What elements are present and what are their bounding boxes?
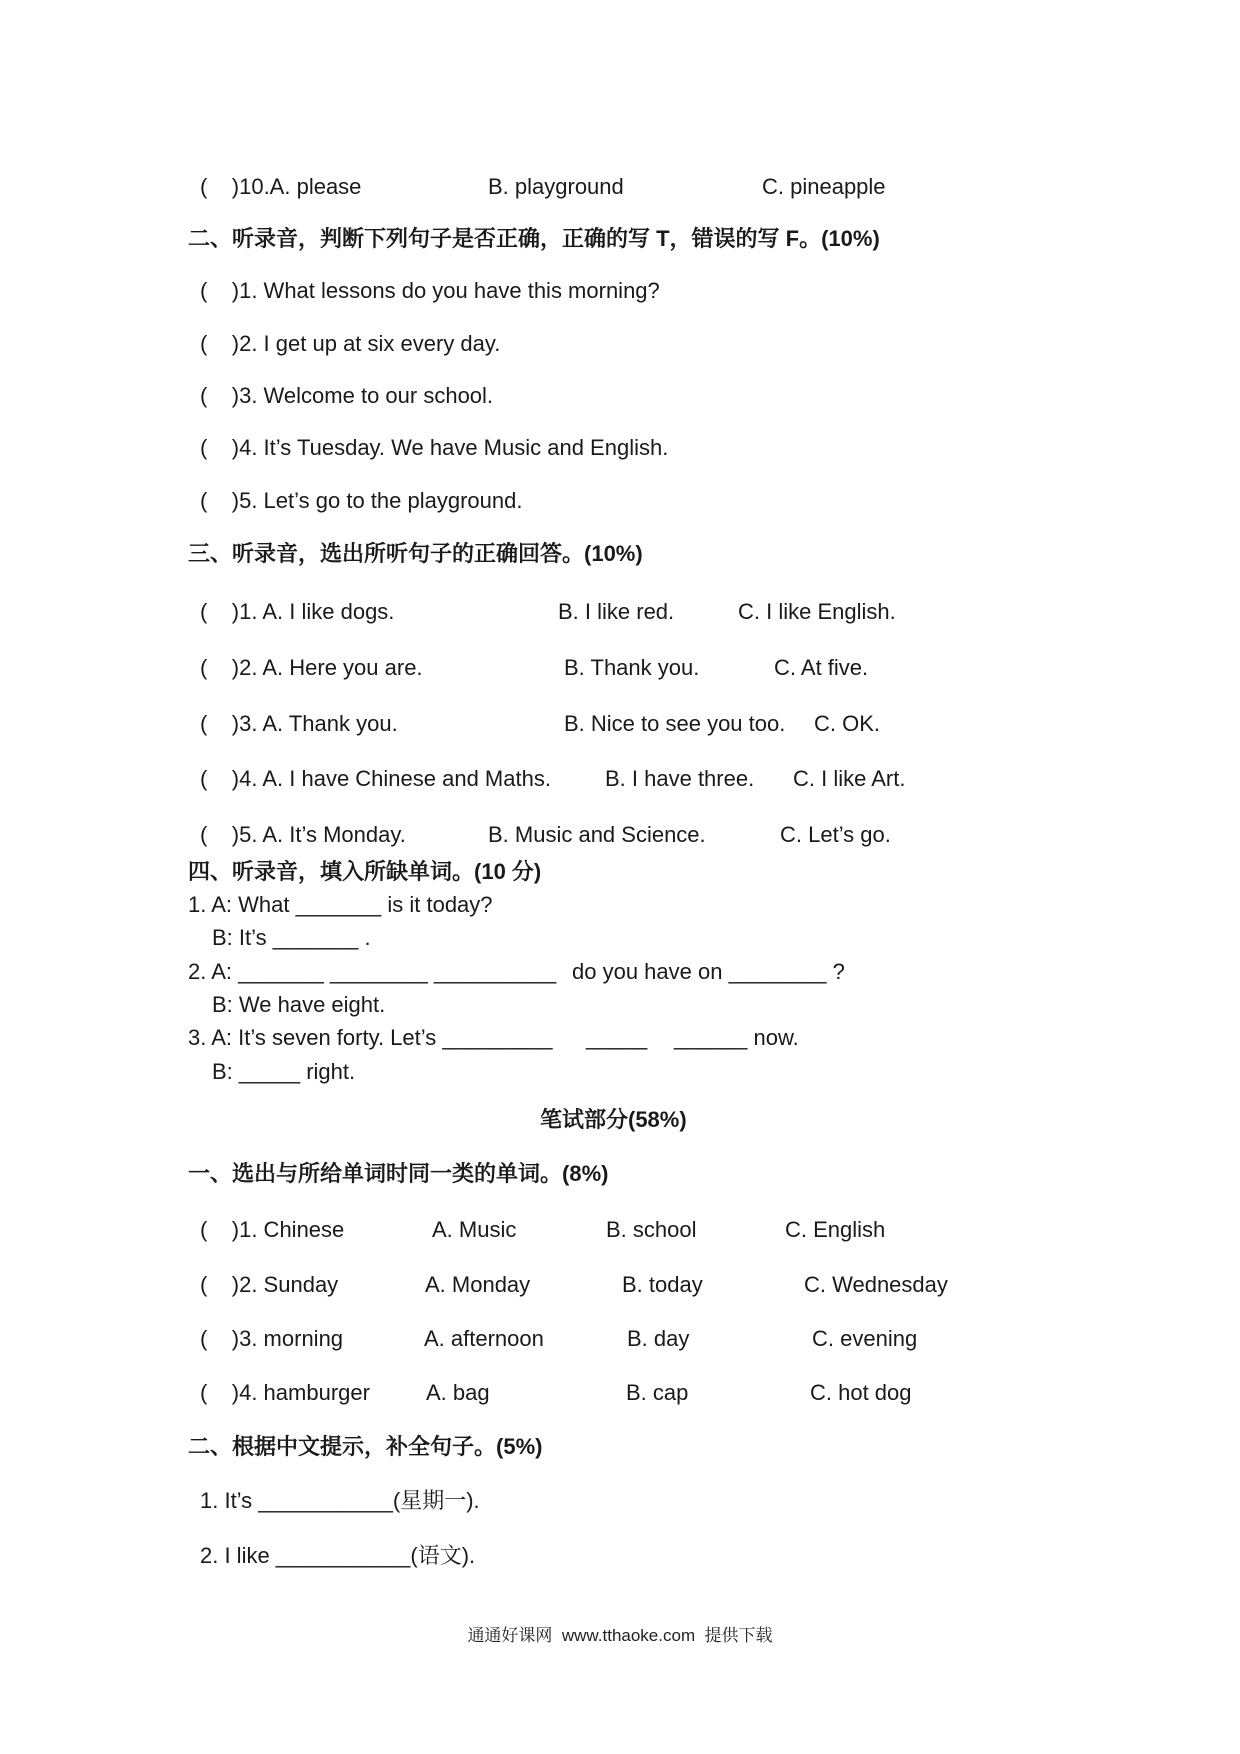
option-c: C. hot dog (810, 1380, 912, 1405)
option-c: C. Wednesday (804, 1272, 948, 1297)
question-stem: ( )4. A. I have Chinese and Maths. (200, 766, 551, 791)
fill-line-6: B: _____ right. (212, 1059, 356, 1084)
fill-line-5c: ______ now. (674, 1025, 799, 1050)
option-b: B. day (627, 1326, 690, 1351)
question-10-option-b: B. playground (488, 174, 624, 199)
fill-line-5b: _____ (586, 1025, 648, 1050)
fill-line-3b: do you have on ________ ? (572, 959, 845, 984)
option-a: A. bag (426, 1380, 490, 1405)
question-stem: ( )5. A. It’s Monday. (200, 822, 406, 847)
option-a: A. Music (432, 1217, 517, 1242)
option-a: A. Monday (425, 1272, 531, 1297)
written-section-1-heading: 一、选出与所给单词时同一类的单词。(8%) (188, 1161, 609, 1186)
option-c: C. I like English. (738, 599, 896, 624)
question-stem: ( )2. A. Here you are. (200, 655, 423, 680)
section-2-heading: 二、听录音，判断下列句子是否正确，正确的写 T，错误的写 F。(10%) (188, 226, 880, 251)
option-b: B. school (606, 1217, 697, 1242)
option-b: B. Thank you. (564, 655, 700, 680)
option-b: B. Nice to see you too. (564, 711, 786, 736)
list-item: ( )5. Let’s go to the playground. (200, 488, 523, 513)
fill-line-5a: 3. A: It’s seven forty. Let’s _________ (188, 1025, 553, 1050)
option-c: C. Let’s go. (780, 822, 891, 847)
fill-line-1: 1. A: What _______ is it today? (188, 892, 493, 917)
question-stem: ( )2. Sunday (200, 1272, 339, 1297)
list-item: ( )1. What lessons do you have this morning? (200, 278, 660, 303)
list-item: 1. It’s ___________(星期一). (200, 1488, 480, 1513)
fill-line-3a: 2. A: _______ ________ __________ (188, 959, 557, 984)
list-item: 2. I like ___________(语文). (200, 1543, 476, 1568)
option-b: B. Music and Science. (488, 822, 706, 847)
section-3-heading: 三、听录音，选出所听句子的正确回答。(10%) (188, 541, 643, 566)
question-10-stem: ( )10.A. please (200, 174, 362, 199)
option-c: C. OK. (814, 711, 881, 736)
option-b: B. I have three. (605, 766, 755, 791)
fill-line-4: B: We have eight. (212, 992, 386, 1017)
option-c: C. At five. (774, 655, 869, 680)
option-c: C. I like Art. (793, 766, 906, 791)
question-stem: ( )3. A. Thank you. (200, 711, 398, 736)
question-stem: ( )4. hamburger (200, 1380, 370, 1405)
option-a: A. afternoon (424, 1326, 544, 1351)
question-stem: ( )1. A. I like dogs. (200, 599, 395, 624)
page-footer: 通通好课网 www.tthaoke.com 提供下载 (467, 1626, 773, 1645)
list-item: ( )3. Welcome to our school. (200, 383, 494, 408)
section-4-heading: 四、听录音，填入所缺单词。(10 分) (188, 859, 542, 884)
written-section-2-heading: 二、根据中文提示，补全句子。(5%) (188, 1434, 543, 1459)
option-b: B. I like red. (558, 599, 675, 624)
question-10-option-c: C. pineapple (762, 174, 886, 199)
list-item: ( )2. I get up at six every day. (200, 331, 501, 356)
option-c: C. evening (812, 1326, 918, 1351)
option-c: C. English (785, 1217, 886, 1242)
list-item: ( )4. It’s Tuesday. We have Music and English. (200, 435, 669, 460)
option-b: B. today (622, 1272, 703, 1297)
fill-line-2: B: It’s _______ . (212, 925, 371, 950)
option-b: B. cap (626, 1380, 689, 1405)
question-stem: ( )3. morning (200, 1326, 344, 1351)
written-part-title: 笔试部分(58%) (540, 1107, 687, 1132)
question-stem: ( )1. Chinese (200, 1217, 345, 1242)
